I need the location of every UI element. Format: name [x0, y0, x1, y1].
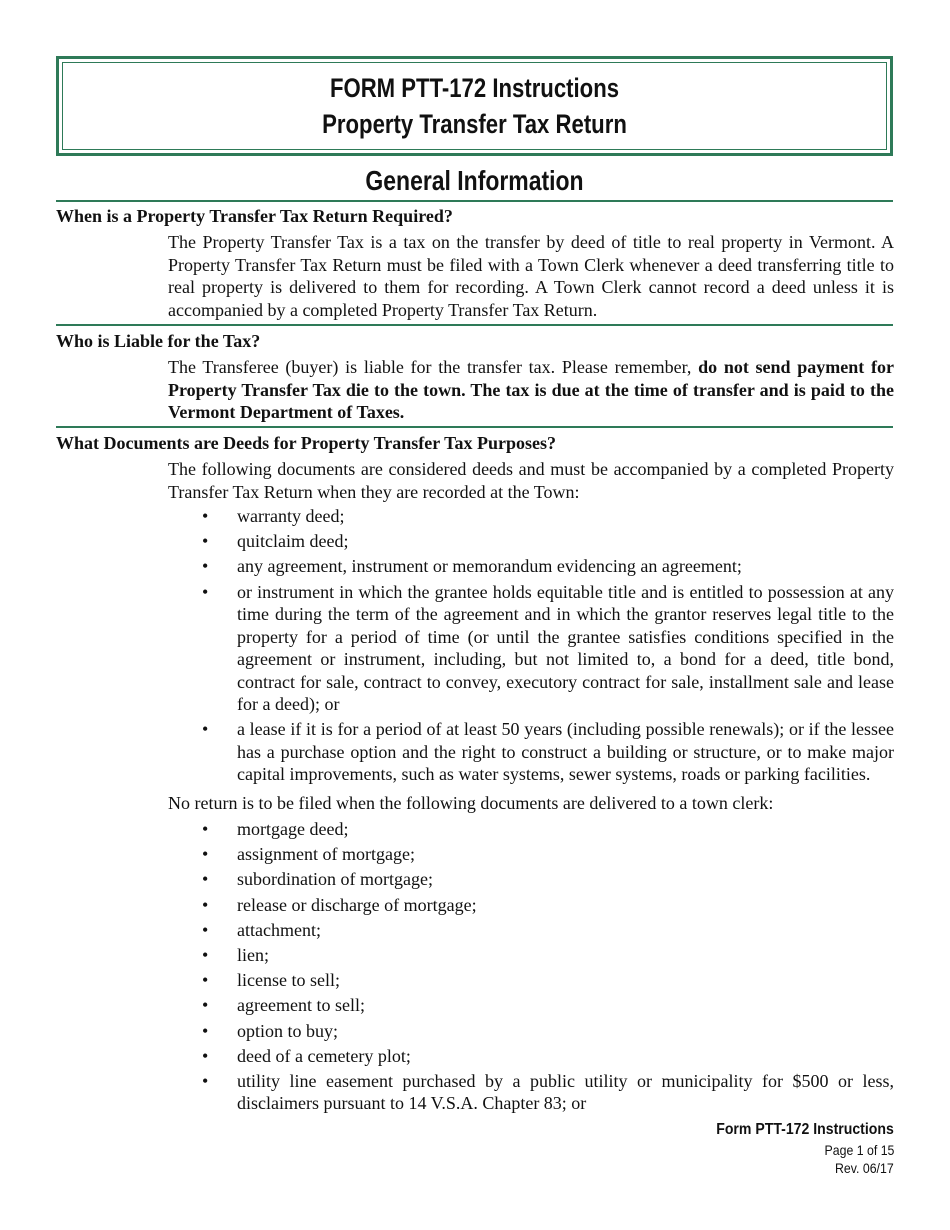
- list-item: • agreement to sell;: [202, 995, 365, 1016]
- bullet-icon: •: [202, 995, 209, 1016]
- section-title: General Information: [365, 165, 584, 196]
- form-subtitle: Property Transfer Tax Return: [322, 109, 627, 139]
- list-item: • quitclaim deed;: [202, 531, 349, 552]
- list-item: • deed of a cemetery plot;: [202, 1045, 411, 1066]
- divider: [56, 200, 893, 202]
- list-item: • subordination of mortgage;: [202, 869, 433, 890]
- paragraph-when-required: The Property Transfer Tax is a tax on the transfer by deed of title to real property in Vermont. A Property Transfer Tax Return must be filed with a Town Clerk whenever a deed transferring title to real property is delivered to them for recording. A Town Clerk cannot record a deed unless it is accompanied by a completed Property Transfer Tax Return.: [168, 232, 894, 320]
- bullet-icon: •: [202, 506, 209, 526]
- list-item: • mortgage deed;: [202, 819, 349, 839]
- paragraph-no-return-intro: No return is to be filed when the following documents are delivered to a town clerk:: [168, 793, 774, 813]
- bullet-icon: •: [202, 1045, 209, 1066]
- bullet-icon: •: [202, 894, 209, 915]
- list-item: • option to buy;: [202, 1020, 339, 1041]
- bullet-icon: •: [202, 1070, 209, 1091]
- deed-list: [168, 505, 894, 788]
- title-box: [56, 56, 893, 156]
- footer-form-name: Form PTT-172 Instructions: [716, 1121, 894, 1138]
- heading-who-liable: Who is Liable for the Tax?: [56, 331, 261, 351]
- list-item: • warranty deed;: [202, 506, 345, 526]
- bullet-icon: •: [202, 844, 209, 865]
- list-item: • release or discharge of mortgage;: [202, 894, 477, 915]
- liability-text: The Transferee (buyer) is liable for the transfer tax. Please remember,: [168, 357, 699, 377]
- heading-what-documents: What Documents are Deeds for Property Transfer Tax Purposes?: [56, 433, 556, 453]
- bullet-icon: •: [202, 944, 209, 965]
- bullet-icon: •: [202, 970, 209, 991]
- paragraph-deeds-intro: The following documents are considered deeds and must be accompanied by a completed Property Transfer Tax Return when they are recorded at the Town:: [168, 459, 894, 502]
- bullet-icon: •: [202, 581, 209, 602]
- footer-revision: Rev. 06/17: [835, 1160, 894, 1176]
- no-return-list: [168, 818, 894, 1118]
- bullet-icon: •: [202, 556, 209, 577]
- bullet-icon: •: [202, 869, 209, 890]
- divider: [56, 324, 893, 326]
- paragraph-who-liable: [168, 356, 894, 424]
- divider: [56, 426, 893, 428]
- list-item: • attachment;: [202, 919, 321, 940]
- list-item: • assignment of mortgage;: [202, 844, 415, 865]
- heading-when-required: When is a Property Transfer Tax Return Required?: [56, 206, 453, 226]
- bullet-icon: •: [202, 719, 209, 740]
- bullet-icon: •: [202, 1020, 209, 1041]
- list-item: • license to sell;: [202, 970, 340, 991]
- list-item: • utility line easement purchased by a public utility or municipality for $500 or less, disclaimers pursuant to 14 V.S.A. Chapter 83; or: [202, 1070, 894, 1114]
- bullet-icon: •: [202, 819, 209, 839]
- list-item: • or instrument in which the grantee holds equitable title and is entitled to possession at any time during the term of the agreement and in which the grantor reserves legal title to the property for a period of time (or until the grantee satisfies conditions specified in the agreement or instrument, including, but not limited to, a bond for a deed, title bond, contract for sale, contract to convey, executory contract for sale, installment sale and lease for a deed); or: [202, 581, 894, 715]
- form-title: FORM PTT-172 Instructions: [329, 73, 620, 103]
- list-item: • a lease if it is for a period of at least 50 years (including possible renewals); or if the lessee has a purchase option and the right to construct a building or structure, or to make major capital improvements, such as water systems, sewer systems, roads or parking facilities.: [202, 719, 894, 785]
- footer-page-number: Page 1 of 15: [824, 1142, 894, 1158]
- liability-bold-text: do not send payment for Property Transfer Tax die to the town. The tax is due at the time of transfer and is paid to the Vermont Department of Taxes.: [168, 357, 894, 422]
- list-item: • lien;: [202, 944, 269, 965]
- bullet-icon: •: [202, 531, 209, 552]
- list-item: • any agreement, instrument or memorandum evidencing an agreement;: [202, 556, 742, 577]
- bullet-icon: •: [202, 919, 209, 940]
